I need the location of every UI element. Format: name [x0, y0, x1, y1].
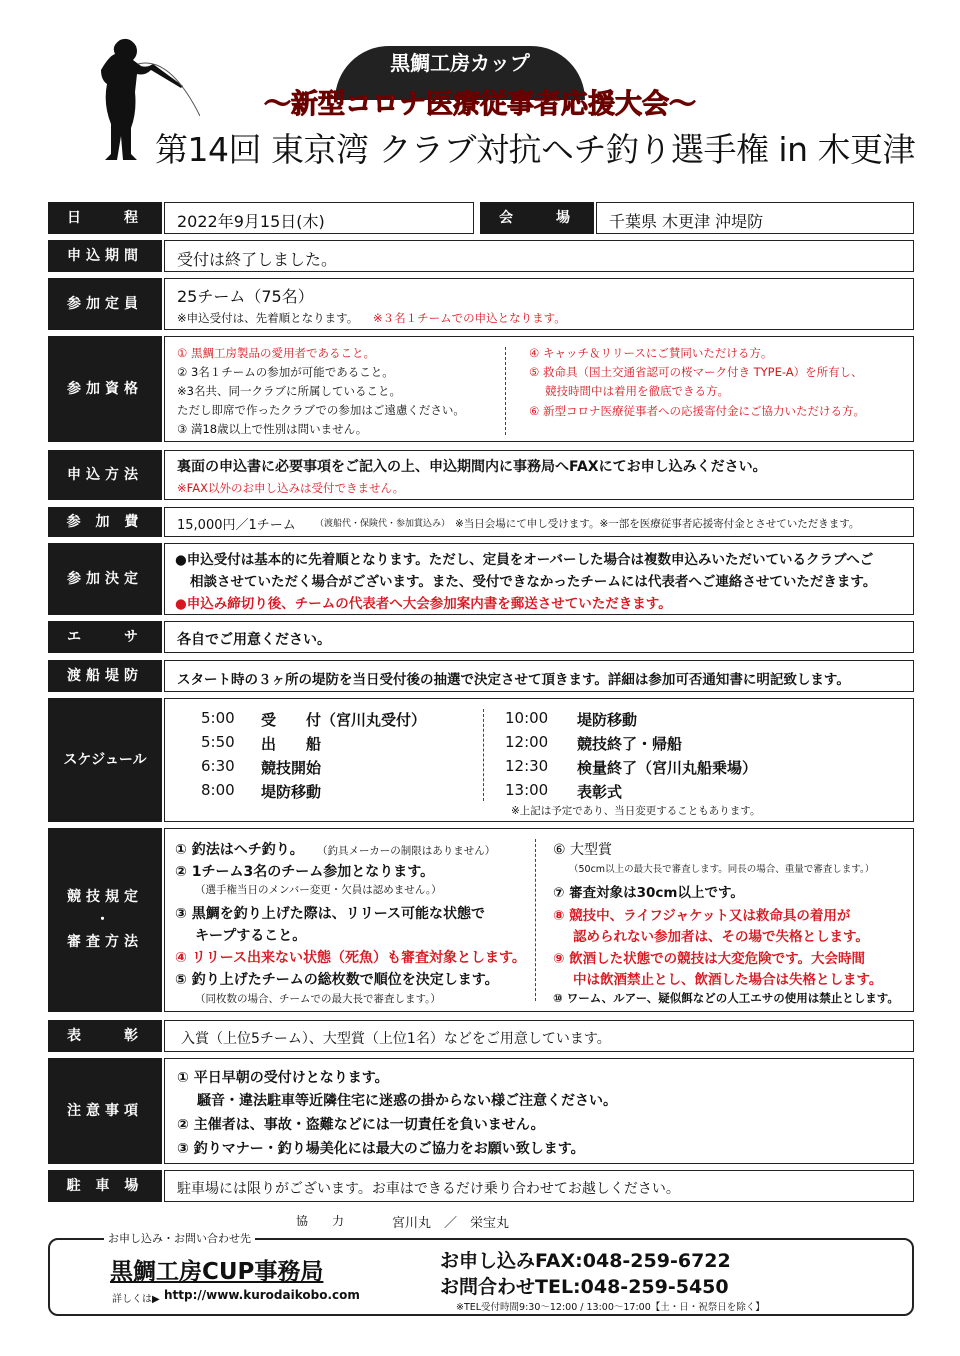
- notes-label: 注意事項: [48, 1058, 162, 1164]
- rule-5-note: （同枚数の場合、チームでの最大長で審査します。）: [195, 993, 441, 1005]
- bait-value: 各自でご用意ください。: [177, 632, 331, 648]
- rule-2-note: （選手権当日のメンバー変更・欠員は認めません。）: [195, 884, 442, 896]
- ferry-box: [164, 660, 914, 692]
- fee-amount: 15,000円／1チーム: [177, 518, 296, 533]
- schedule-time: 5:50: [201, 733, 235, 751]
- rule-9b: 中は飲酒禁止とし、飲酒した場合は失格とします。: [573, 972, 883, 988]
- schedule-time: 12:00: [505, 733, 549, 751]
- date-label: 日 程: [48, 202, 162, 234]
- eligibility-right-2: ⑤ 救命具（国土交通省認可の桜マーク付き TYPE-A）を所有し、: [529, 365, 863, 379]
- schedule-event: 受 付（宮川丸受付）: [261, 711, 427, 729]
- note-2: ② 主催者は、事故・盗難などには一切責任を負いません。: [177, 1117, 545, 1133]
- notes-box: [164, 1058, 914, 1164]
- eligibility-right-4: ⑥ 新型コロナ医療従事者への応援寄付金にご協力いただける方。: [529, 404, 865, 418]
- eligibility-left-2: ② 3名１チームの参加が可能であること。: [177, 365, 394, 379]
- capacity-note: ※申込受付は、先着順となります。: [177, 311, 359, 325]
- method-line-1: 裏面の申込書に必要事項をご記入の上、申込期間内に事務局へFAXにてお申し込みください。: [177, 459, 767, 475]
- schedule-time: 10:00: [505, 709, 549, 727]
- eligibility-left-1: ① 黒鯛工房製品の愛用者であること。: [177, 346, 375, 360]
- awards-label: 表 彰: [48, 1020, 162, 1052]
- decision-line-1: ●申込受付は基本的に先着順となります。ただし、定員をオーバーした場合は複数申込みいただいているクラブへご: [175, 552, 874, 568]
- schedule-time: 5:00: [201, 709, 235, 727]
- cooperation-label: 協 力: [296, 1214, 345, 1228]
- rule-3a: ③ 黒鯛を釣り上げた際は、リリース可能な状態で: [175, 906, 486, 922]
- cup-badge: 黒鯛工房カップ: [335, 46, 585, 100]
- eligibility-box: [164, 336, 914, 442]
- method-box: [164, 450, 914, 500]
- schedule-time: 12:30: [505, 757, 549, 775]
- page-title: 第14回 東京湾 クラブ対抗ヘチ釣り選手権 in 木更津: [154, 130, 916, 169]
- date-box: [164, 202, 474, 234]
- schedule-note: ※上記は予定であり、当日変更することもあります。: [511, 805, 761, 817]
- cooperation-value: 宮川丸 ／ 栄宝丸: [392, 1216, 510, 1231]
- bait-box: [164, 621, 914, 653]
- tel-number: お問合わせTEL:048-259-5450: [440, 1276, 729, 1298]
- venue-value: 千葉県 木更津 沖堤防: [609, 212, 764, 231]
- ferry-label: 渡船堤防: [48, 660, 162, 692]
- parking-label: 駐 車 場: [48, 1170, 162, 1202]
- schedule-event: 堤防移動: [261, 783, 322, 801]
- capacity-note-red: ※３名１チームでの申込となります。: [373, 311, 566, 325]
- capacity-box: [164, 278, 914, 330]
- rule-5: ⑤ 釣り上げたチームの総枚数で順位を決定します。: [175, 972, 499, 988]
- capacity-label: 参加定員: [48, 278, 162, 330]
- rules-box: [164, 828, 914, 1012]
- schedule-event: 堤防移動: [577, 711, 638, 729]
- method-line-2: ※FAX以外のお申し込みは受付できません。: [177, 481, 405, 495]
- rule-1-note: （釣具メーカーの制限はありません）: [317, 845, 496, 857]
- schedule-event: 出 船: [261, 735, 322, 753]
- rule-7: ⑦ 審査対象は30cm以上です。: [553, 885, 744, 901]
- rule-9a: ⑨ 飲酒した状態での競技は大変危険です。大会時間: [553, 951, 866, 967]
- decision-box: [164, 543, 914, 615]
- schedule-time: 8:00: [201, 781, 235, 799]
- fee-box: [164, 507, 914, 537]
- rule-6-note: （50cm以上の最大長で審査します。同長の場合、重量で審査します。）: [569, 864, 875, 875]
- contact-label: お申し込み・お問い合わせ先: [104, 1230, 255, 1246]
- period-label: 申込期間: [48, 240, 162, 272]
- eligibility-label: 参加資格: [48, 336, 162, 442]
- rule-4: ④ リリース出来ない状態（死魚）も審査対象とします。: [175, 950, 526, 966]
- schedule-event: 表彰式: [577, 783, 623, 801]
- eligibility-left-3: ※3名共、同一クラブに所属していること。: [177, 384, 401, 398]
- rule-3b: キープすること。: [195, 928, 307, 944]
- parking-value: 駐車場には限りがございます。お車はできるだけ乗り合わせてお越しください。: [177, 1181, 680, 1197]
- awards-value: 入賞（上位5チーム）、大型賞（上位1名）などをご用意しています。: [181, 1031, 611, 1047]
- capacity-value: 25チーム（75名）: [177, 287, 314, 306]
- awards-box: [164, 1020, 914, 1052]
- ferry-value: スタート時の３ヶ所の堤防を当日受付後の抽選で決定させて頂きます。詳細は参加可否通知書に明記致します。: [177, 672, 850, 688]
- bait-label: エ サ: [48, 621, 162, 653]
- fee-label: 参 加 費: [48, 507, 162, 537]
- schedule-event: 競技終了・帰船: [577, 735, 683, 753]
- period-box: [164, 240, 914, 272]
- note-3: ③ 釣りマナー・釣り場美化には最大のご協力をお願い致します。: [177, 1141, 585, 1157]
- schedule-box: [164, 698, 914, 822]
- rule-1: ① 釣法はヘチ釣り。: [175, 842, 304, 858]
- fee-detail: （渡船代・保険代・参加賞込み）: [315, 519, 451, 529]
- eligibility-right-1: ④ キャッチ＆リリースにご賛同いただける方。: [529, 346, 773, 360]
- rule-6: ⑥ 大型賞: [553, 842, 613, 858]
- eligibility-left-5: ③ 満18歳以上で性別は問いません。: [177, 422, 368, 436]
- website-link[interactable]: http://www.kurodaikobo.com: [164, 1288, 360, 1302]
- eligibility-right-3: 競技時間中は着用を徹底できる方。: [545, 384, 729, 398]
- note-1b: 騒音・違法駐車等近隣住宅に迷惑の掛からない様ご注意ください。: [197, 1093, 617, 1109]
- decision-label: 参加決定: [48, 543, 162, 615]
- venue-box: [596, 202, 914, 234]
- event-subtitle: 〜新型コロナ医療従事者応援大会〜: [264, 89, 696, 120]
- venue-label: 会 場: [480, 202, 594, 234]
- schedule-event: 検量終了（宮川丸船乗場）: [577, 759, 758, 777]
- more-info-label: 詳しくは▶: [112, 1294, 160, 1305]
- schedule-label: スケジュール: [48, 698, 162, 822]
- eligibility-left-4: ただし即席で作ったクラブでの参加はご遠慮ください。: [177, 403, 465, 417]
- rules-label: 競技規定 ・ 審査方法: [48, 828, 162, 1012]
- decision-line-3: ●申込み締切り後、チームの代表者へ大会参加案内書を郵送させていただきます。: [175, 596, 672, 612]
- fee-note: ※当日会場にて申し受けます。※一部を医療従事者応援寄付金とさせていただきます。: [455, 518, 860, 530]
- period-value: 受付は終了しました。: [177, 250, 338, 269]
- rule-2: ② 1チーム3名のチーム参加となります。: [175, 864, 435, 880]
- fax-number: お申し込みFAX:048-259-6722: [440, 1250, 731, 1272]
- rule-8b: 認められない参加者は、その場で失格とします。: [573, 929, 869, 945]
- office-name: 黒鯛工房CUP事務局: [110, 1259, 324, 1285]
- schedule-time: 6:30: [201, 757, 235, 775]
- rule-8a: ⑧ 競技中、ライフジャケット又は救命具の着用が: [553, 908, 851, 924]
- method-label: 申込方法: [48, 450, 162, 500]
- schedule-time: 13:00: [505, 781, 549, 799]
- schedule-event: 競技開始: [261, 759, 322, 777]
- date-value: 2022年9月15日(木): [177, 212, 325, 231]
- decision-line-2: 相談させていただく場合がございます。また、受付できなかったチームには代表者へご連絡させていただきます。: [190, 574, 877, 590]
- note-1: ① 平日早朝の受付けとなります。: [177, 1070, 389, 1086]
- parking-box: [164, 1170, 914, 1202]
- tel-hours: ※TEL受付時間9:30〜12:00 / 13:00〜17:00【土・日・祝祭日を除く】: [456, 1302, 765, 1313]
- rule-10: ⑩ ワーム、ルアー、疑似餌などの人工エサの使用は禁止とします。: [553, 991, 899, 1005]
